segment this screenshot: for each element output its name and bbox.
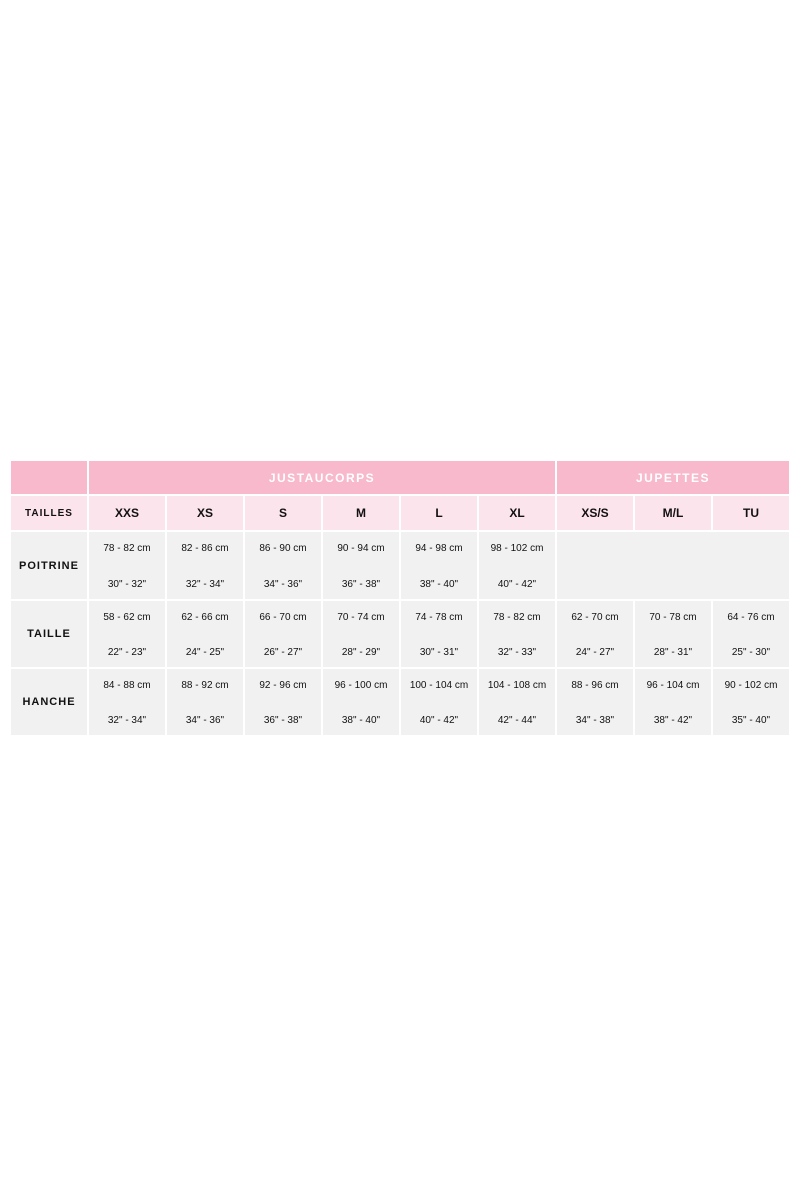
cm-value: 94 - 98 cm (415, 543, 463, 554)
cm-value: 58 - 62 cm (103, 612, 151, 623)
inch-value: 32" - 34" (185, 579, 225, 590)
cm-value: 104 - 108 cm (487, 680, 547, 691)
sizes-row-label: TAILLES (11, 494, 89, 530)
measurement-cell (323, 599, 401, 667)
cm-value: 90 - 102 cm (724, 680, 778, 691)
cm-value: 100 - 104 cm (409, 680, 469, 691)
size-header-cell: TU (713, 494, 789, 530)
cm-value: 78 - 82 cm (103, 543, 151, 554)
cm-value: 74 - 78 cm (415, 612, 463, 623)
size-header-cell: M (323, 494, 401, 530)
cm-value: 70 - 74 cm (337, 612, 385, 623)
inch-value: 38" - 40" (341, 715, 381, 726)
inch-value: 34" - 36" (263, 579, 303, 590)
measurement-cell (89, 530, 167, 599)
inch-value: 30" - 31" (419, 647, 459, 658)
inch-value: 28" - 29" (341, 647, 381, 658)
cm-value: 62 - 66 cm (181, 612, 229, 623)
size-header-cell: XS (167, 494, 245, 530)
cm-value: 78 - 82 cm (493, 612, 541, 623)
empty-measurement-area (557, 530, 789, 599)
cm-value: 96 - 104 cm (646, 680, 700, 691)
measurement-cell (635, 667, 713, 735)
measurement-cell (479, 667, 557, 735)
measurement-cell (323, 667, 401, 735)
cm-value: 96 - 100 cm (334, 680, 388, 691)
measurement-cell (167, 667, 245, 735)
measurement-cell (401, 599, 479, 667)
measurement-cell (245, 530, 323, 599)
cm-value: 98 - 102 cm (490, 543, 544, 554)
inch-value: 38" - 42" (653, 715, 693, 726)
inch-value: 24" - 25" (185, 647, 225, 658)
inch-value: 28" - 31" (653, 647, 693, 658)
cm-value: 84 - 88 cm (103, 680, 151, 691)
inch-value: 42" - 44" (497, 715, 537, 726)
measurement-cell (167, 530, 245, 599)
inch-value: 35" - 40" (731, 715, 771, 726)
size-header-cell: L (401, 494, 479, 530)
measurement-label-taille: TAILLE (11, 599, 89, 667)
inch-value: 30" - 32" (107, 579, 147, 590)
cm-value: 92 - 96 cm (259, 680, 307, 691)
size-header-cell: XL (479, 494, 557, 530)
measurement-label-poitrine: POITRINE (11, 530, 89, 599)
measurement-cell (245, 599, 323, 667)
cm-value: 88 - 92 cm (181, 680, 229, 691)
cm-value: 66 - 70 cm (259, 612, 307, 623)
cm-value: 86 - 90 cm (259, 543, 307, 554)
size-header-cell: M/L (635, 494, 713, 530)
cm-value: 70 - 78 cm (649, 612, 697, 623)
inch-value: 40" - 42" (419, 715, 459, 726)
measurement-cell (401, 530, 479, 599)
measurement-cell (323, 530, 401, 599)
cm-value: 90 - 94 cm (337, 543, 385, 554)
cm-value: 62 - 70 cm (571, 612, 619, 623)
inch-value: 40" - 42" (497, 579, 537, 590)
measurement-cell (245, 667, 323, 735)
inch-value: 25" - 30" (731, 647, 771, 658)
measurement-cell (401, 667, 479, 735)
inch-value: 32" - 34" (107, 715, 147, 726)
cm-value: 82 - 86 cm (181, 543, 229, 554)
inch-value: 36" - 38" (263, 715, 303, 726)
size-header-cell: XXS (89, 494, 167, 530)
group-header-jupettes: JUPETTES (557, 461, 789, 494)
inch-value: 24" - 27" (575, 647, 615, 658)
inch-value: 34" - 36" (185, 715, 225, 726)
inch-value: 38" - 40" (419, 579, 459, 590)
header-corner-cell (11, 461, 89, 494)
size-chart-table (11, 461, 789, 735)
inch-value: 26" - 27" (263, 647, 303, 658)
cm-value: 88 - 96 cm (571, 680, 619, 691)
size-header-cell: XS/S (557, 494, 635, 530)
measurement-cell (89, 667, 167, 735)
measurement-cell (479, 530, 557, 599)
measurement-cell (89, 599, 167, 667)
inch-value: 34" - 38" (575, 715, 615, 726)
size-header-cell: S (245, 494, 323, 530)
measurement-cell (713, 599, 789, 667)
measurement-cell (479, 599, 557, 667)
measurement-cell (167, 599, 245, 667)
measurement-label-hanche: HANCHE (11, 667, 89, 735)
measurement-cell (557, 599, 635, 667)
inch-value: 36" - 38" (341, 579, 381, 590)
measurement-cell (557, 667, 635, 735)
inch-value: 32" - 33" (497, 647, 537, 658)
inch-value: 22" - 23" (107, 647, 147, 658)
measurement-cell (635, 599, 713, 667)
cm-value: 64 - 76 cm (727, 612, 775, 623)
measurement-cell (713, 667, 789, 735)
group-header-justaucorps: JUSTAUCORPS (89, 461, 557, 494)
